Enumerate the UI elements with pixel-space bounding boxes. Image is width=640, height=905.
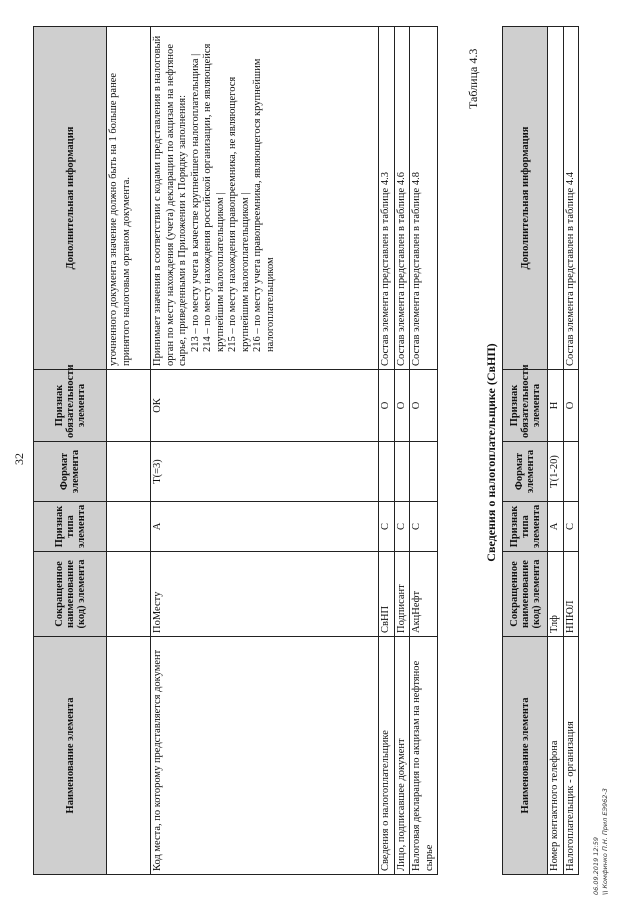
header-required: Признак обязательности элемента (34, 370, 107, 442)
cell-code: ПоМесту (151, 552, 379, 637)
header-info: Дополнительная информация (503, 27, 548, 370)
cell-type: С (410, 502, 438, 552)
header-name: Наименование элемента (34, 637, 107, 875)
header-type: Признак типа элемента (34, 502, 107, 552)
table-row (563, 27, 579, 875)
cell-code (107, 552, 151, 637)
cell-format (379, 442, 395, 502)
header-format: Формат элемента (34, 442, 107, 502)
cell-required: О (394, 370, 410, 442)
cell-info: Состав элемента представлен в таблице 4.6 (394, 27, 410, 370)
cell-required (107, 370, 151, 442)
page-number: 32 (12, 453, 26, 465)
table-caption-number: Таблица 4.3 (466, 48, 480, 109)
header-short-name: Сокращенное наименование (код) элемента (503, 552, 548, 637)
header-format: Формат элемента (503, 442, 548, 502)
document-footer (592, 788, 610, 895)
table-header-row (503, 27, 548, 875)
cell-name: Лицо, подписавшее документ (394, 637, 410, 875)
table-row (548, 27, 564, 875)
elements-table (33, 26, 438, 875)
header-info: Дополнительная информация (34, 27, 107, 370)
header-name: Наименование элемента (503, 637, 548, 875)
cell-info: Состав элемента представлен в таблице 4.8 (410, 27, 438, 370)
cell-type (107, 502, 151, 552)
table-row (151, 27, 379, 875)
cell-type: А (548, 502, 564, 552)
cell-code: АкцНефт (410, 552, 438, 637)
cell-type: С (394, 502, 410, 552)
header-short-name: Сокращенное наименование (код) элемента (34, 552, 107, 637)
cell-info: Состав элемента представлен в таблице 4.3 (379, 27, 395, 370)
cell-name (107, 637, 151, 875)
cell-code: НПЮЛ (563, 552, 579, 637)
info-code-215: 215 – по месту нахождения правопреемника, не являющегося крупнейшим налогоплательщиком | (227, 76, 251, 352)
cell-info: уточненного документа значение должно быть на 1 больше ранее принятого налоговым органом документа. (107, 27, 151, 370)
cell-type: С (563, 502, 579, 552)
info-code-216: 216 – по месту учета правопреемника, являющегося крупнейшим налогоплательщиком (252, 58, 276, 352)
cell-name: Номер контактного телефона (548, 637, 564, 875)
cell-code: СвНП (379, 552, 395, 637)
cell-type: С (379, 502, 395, 552)
cell-type: А (151, 502, 379, 552)
footer-path: \\ Комфинко П.Н. Прил ЕЭ962-3 (601, 788, 609, 895)
cell-required: ОК (151, 370, 379, 442)
info-code-213: 213 – по месту учета в качестве крупнейшего налогоплательщика | (189, 53, 201, 352)
table-header-row (34, 27, 107, 875)
cell-info: Состав элемента представлен в таблице 4.4 (563, 27, 579, 370)
cell-format (107, 442, 151, 502)
table-row (410, 27, 438, 875)
table-row (394, 27, 410, 875)
cell-required: О (410, 370, 438, 442)
header-required: Признак обязательности элемента (503, 370, 548, 442)
cell-info (151, 27, 379, 370)
cell-required: О (379, 370, 395, 442)
cell-format (563, 442, 579, 502)
table-row (107, 27, 151, 875)
cell-name: Налоговая декларация по акцизам на нефтяное сырье (410, 637, 438, 875)
header-type: Признак типа элемента (503, 502, 548, 552)
cell-code: Подписант (394, 552, 410, 637)
table-caption-title: Сведения о налогоплательщике (СвНП) (484, 343, 498, 562)
footer-timestamp: 06.09.2019 12:59 (592, 836, 600, 895)
cell-name: Налогоплательщик - организация (563, 637, 579, 875)
cell-name: Сведения о налогоплательщике (379, 637, 395, 875)
info-intro: Принимает значения в соответствии с кодами представления в налоговый орган по месту нахождения (учета) декларации по акцизам на нефтяное сырье, приведенными в Приложении к Порядку заполнения: (152, 35, 188, 366)
cell-name: Код места, по которому представляется документ (151, 637, 379, 875)
cell-info (548, 27, 564, 370)
cell-format: T(=3) (151, 442, 379, 502)
cell-required: Н (548, 370, 564, 442)
cell-format (410, 442, 438, 502)
taxpayer-table (502, 26, 579, 875)
cell-format: T(1-20) (548, 442, 564, 502)
info-code-214: 214 – по месту нахождения российской организации, не являющейся крупнейшим налогоплательщиком | (202, 43, 226, 352)
cell-code: Тлф (548, 552, 564, 637)
cell-required: О (563, 370, 579, 442)
table-row (379, 27, 395, 875)
cell-format (394, 442, 410, 502)
